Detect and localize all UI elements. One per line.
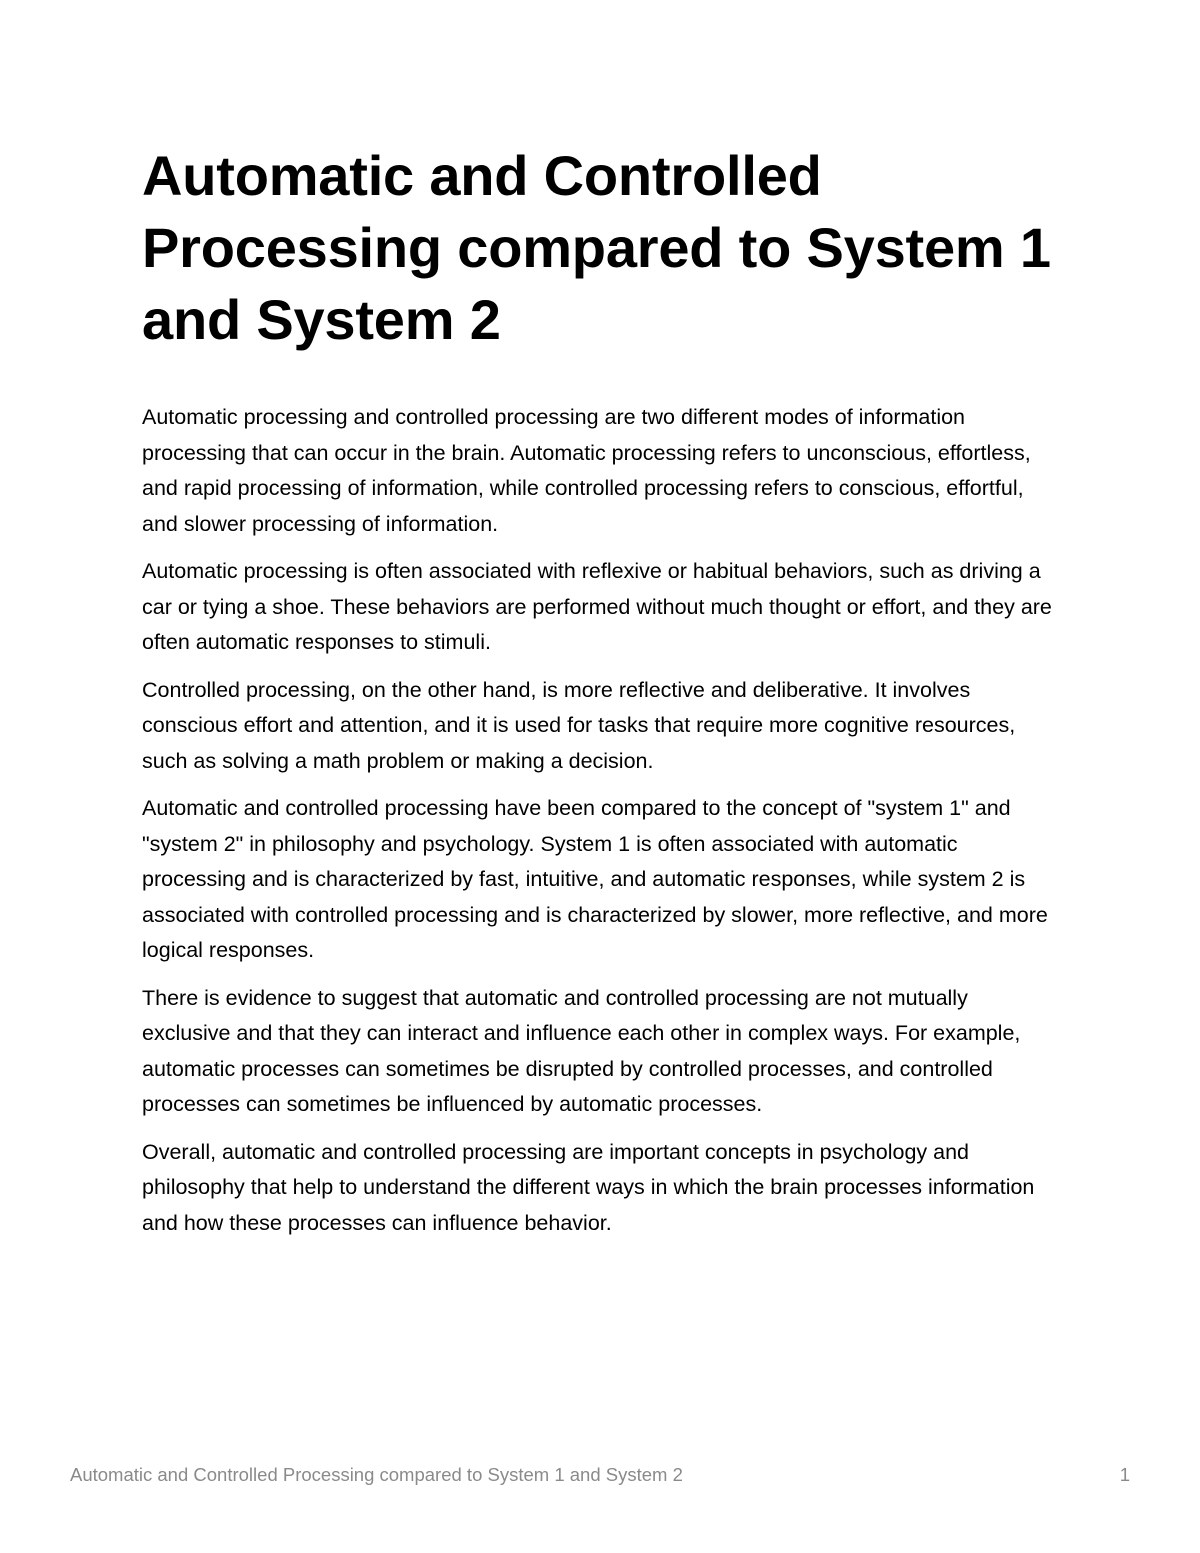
paragraph-1: Automatic processing and controlled processing are two different modes of information processing that can occur in the brain. Automatic processing refers to unconscious, effortless, and rapid processing of information, while controlled processing refers to conscious, effortful, and slower processing of information. [142,405,1031,536]
paragraph-2: Automatic processing is often associated with reflexive or habitual behaviors, such as driving a car or tying a shoe. These behaviors are performed without much thought or effort, and they are often automatic responses to stimuli. [142,559,1052,654]
paragraph-3: Controlled processing, on the other hand, is more reflective and deliberative. It involves conscious effort and attention, and it is used for tasks that require more cognitive resources, such as solving a math problem or making a decision. [142,677,1016,773]
paragraph-6: Overall, automatic and controlled processing are important concepts in psychology and philosophy that help to understand the different ways in which the brain processes information and how these processes can influence behavior. [142,1139,1035,1235]
footer-title: Automatic and Controlled Processing compared to System 1 and System 2 [70,1464,683,1485]
document-title: Automatic and Controlled Processing compared to System 1 and System 2 [142,144,1051,351]
page-footer [70,1464,1130,1492]
paragraph-4: Automatic and controlled processing have been compared to the concept of "system 1" and "system 2" in philosophy and psychology. System 1 is often associated with automatic processing and is characterized by fast, intuitive, and automatic responses, while system 2 is associated with controlled processing and is characterized by slower, more reflective, and more logical responses. [142,796,1048,962]
paragraph-5: There is evidence to suggest that automatic and controlled processing are not mutually exclusive and that they can interact and influence each other in complex ways. For example, automatic processes can sometimes be disrupted by controlled processes, and controlled processes can sometimes be influenced by automatic processes. [142,985,1021,1116]
page-content [142,140,1062,1253]
document-body [142,400,1062,1241]
footer-page-number: 1 [1119,1464,1130,1485]
